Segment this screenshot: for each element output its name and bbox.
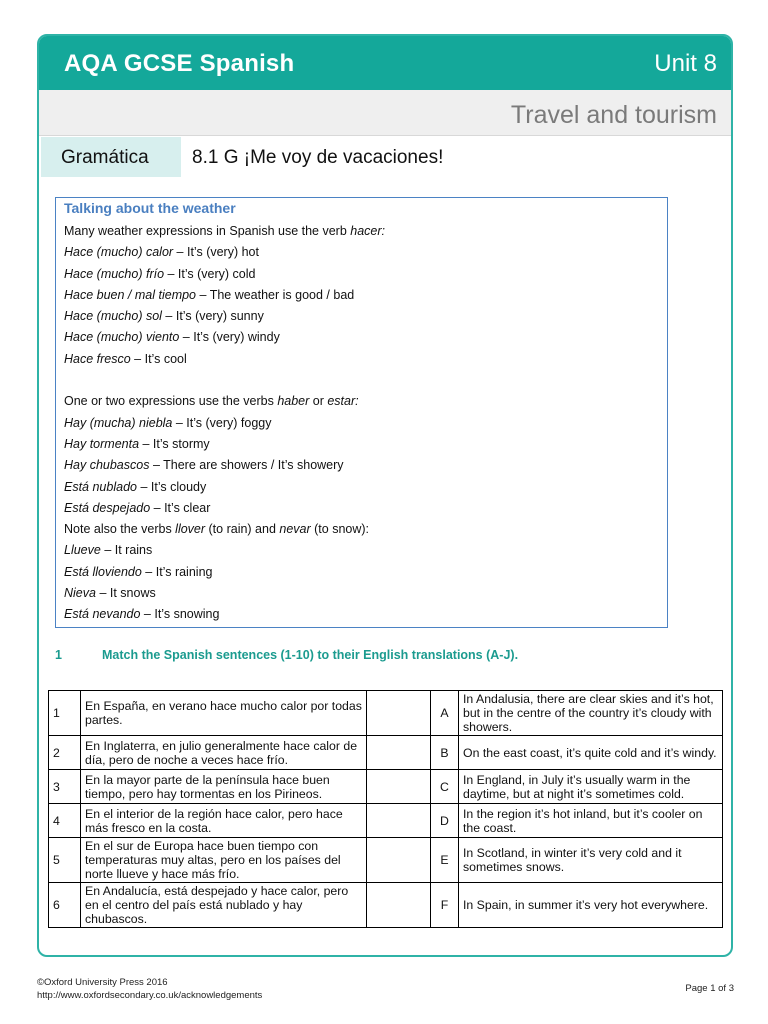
row-letter: F <box>431 883 459 928</box>
weather-expression <box>64 349 667 370</box>
spanish-expression: Está nublado <box>64 479 137 494</box>
row-letter: C <box>431 770 459 804</box>
table-row <box>49 691 723 736</box>
grammar-intro: Many weather expressions in Spanish use the verb hacer: <box>64 224 386 238</box>
answer-cell[interactable] <box>367 838 431 883</box>
weather-expression <box>64 413 667 434</box>
spanish-expression: Está lloviendo <box>64 564 142 579</box>
table-row <box>49 804 723 838</box>
weather-expression <box>64 264 667 285</box>
spanish-expression: Hace buen / mal tiempo <box>64 287 197 302</box>
english-meaning: – It’s cool <box>130 351 187 366</box>
weather-expression <box>64 455 667 476</box>
brand-title: AQA GCSE Spanish <box>64 50 295 77</box>
english-meaning: – There are showers / It’s showery <box>149 458 344 473</box>
english-translation: In the region it’s hot inland, but it’s cooler on the coast. <box>459 804 723 838</box>
english-meaning: – It’s clear <box>150 500 211 515</box>
answer-cell[interactable] <box>367 883 431 928</box>
weather-expression <box>64 604 667 625</box>
acknowledgements-link[interactable]: http://www.oxfordsecondary.co.uk/acknowledgements <box>37 990 263 1001</box>
table-row <box>49 838 723 883</box>
spanish-expression: Está despejado <box>64 500 151 515</box>
grammar-box <box>55 197 668 628</box>
row-letter: A <box>431 691 459 736</box>
english-meaning: – It’s cloudy <box>136 479 207 494</box>
spanish-expression: Hay tormenta <box>64 436 140 451</box>
weather-expression <box>64 327 667 348</box>
topic-bar <box>39 90 731 136</box>
answer-cell[interactable] <box>367 804 431 838</box>
row-number: 3 <box>49 770 81 804</box>
english-translation: In Andalusia, there are clear skies and it’s hot, but in the centre of the country it’s cloudy with showers. <box>459 691 723 736</box>
english-meaning: – The weather is good / bad <box>196 287 355 302</box>
gramatica-tab: Gramática <box>41 137 181 177</box>
footer-credits <box>37 976 262 1002</box>
spanish-expression: Llueve <box>64 543 101 558</box>
page-number: Page 1 of 3 <box>685 983 734 994</box>
row-number: 4 <box>49 804 81 838</box>
spanish-sentence: En el interior de la región hace calor, pero hace más fresco en la costa. <box>81 804 367 838</box>
answer-cell[interactable] <box>367 770 431 804</box>
english-meaning: – It rains <box>100 543 153 558</box>
other-verbs-intro: One or two expressions use the verbs haber or estar: <box>64 394 359 409</box>
header-bar <box>39 36 731 90</box>
spanish-sentence: En el sur de Europa hace buen tiempo con temperaturas muy altas, pero en los países del norte llueve y hace más frío. <box>81 838 367 883</box>
rain-snow-expressions <box>64 540 667 625</box>
english-meaning: – It’s snowing <box>140 607 220 622</box>
spanish-expression: Hace (mucho) viento <box>64 330 180 345</box>
english-translation: On the east coast, it’s quite cold and it’s windy. <box>459 736 723 770</box>
row-number: 5 <box>49 838 81 883</box>
english-meaning: – It’s stormy <box>139 436 210 451</box>
weather-expression <box>64 562 667 583</box>
weather-expression <box>64 540 667 561</box>
table-row <box>49 883 723 928</box>
english-meaning: – It’s raining <box>141 564 213 579</box>
english-translation: In Scotland, in winter it’s very cold and it sometimes snows. <box>459 838 723 883</box>
english-meaning: – It’s (very) foggy <box>172 415 272 430</box>
worksheet-card <box>37 34 733 957</box>
table-row <box>49 736 723 770</box>
answer-cell[interactable] <box>367 736 431 770</box>
matching-table <box>48 690 723 928</box>
table-row <box>49 770 723 804</box>
topic-title: Travel and tourism <box>510 101 717 129</box>
haber-estar-expressions <box>64 413 667 519</box>
spanish-expression: Hace (mucho) frío <box>64 266 165 281</box>
spanish-sentence: En España, en verano hace mucho calor por todas partes. <box>81 691 367 736</box>
english-meaning: – It’s (very) cold <box>164 266 256 281</box>
weather-expression <box>64 306 667 327</box>
row-number: 6 <box>49 883 81 928</box>
weather-expression <box>64 285 667 306</box>
spanish-sentence: En Andalucía, está despejado y hace calor, pero en el centro del país está nublado y hay chubascos. <box>81 883 367 928</box>
weather-expression <box>64 242 667 263</box>
weather-expression <box>64 477 667 498</box>
grammar-title: Talking about the weather <box>64 200 236 216</box>
spanish-sentence: En Inglaterra, en julio generalmente hace calor de día, pero de noche a veces hace frío. <box>81 736 367 770</box>
row-letter: E <box>431 838 459 883</box>
spanish-expression: Hay chubascos <box>64 458 150 473</box>
exercise-instruction: 1 Match the Spanish sentences (1-10) to their English translations (A-J). <box>55 648 519 662</box>
english-meaning: – It’s (very) sunny <box>161 309 264 324</box>
spanish-sentence: En la mayor parte de la península hace buen tiempo, pero hay tormentas en los Pirineos. <box>81 770 367 804</box>
spanish-expression: Está nevando <box>64 607 141 622</box>
row-letter: D <box>431 804 459 838</box>
lesson-title: 8.1 G ¡Me voy de vacaciones! <box>192 147 444 168</box>
weather-expression <box>64 434 667 455</box>
unit-label: Unit 8 <box>654 50 717 77</box>
row-letter: B <box>431 736 459 770</box>
rain-snow-note: Note also the verbs llover (to rain) and nevar (to snow): <box>64 522 370 537</box>
spanish-expression: Hace fresco <box>64 351 131 366</box>
spanish-expression: Hace (mucho) sol <box>64 309 162 324</box>
spanish-expression: Nieva <box>64 586 96 601</box>
english-translation: In England, in July it’s usually warm in the daytime, but at night it’s sometimes cold. <box>459 770 723 804</box>
weather-expression <box>64 583 667 604</box>
english-translation: In Spain, in summer it’s very hot everywhere. <box>459 883 723 928</box>
answer-cell[interactable] <box>367 691 431 736</box>
row-number: 1 <box>49 691 81 736</box>
english-meaning: – It’s (very) windy <box>179 330 280 345</box>
spanish-expression: Hace (mucho) calor <box>64 245 174 260</box>
english-meaning: – It’s (very) hot <box>173 245 259 260</box>
spanish-expression: Hay (mucha) niebla <box>64 415 173 430</box>
row-number: 2 <box>49 736 81 770</box>
english-meaning: – It snows <box>95 586 156 601</box>
copyright-text: ©Oxford University Press 2016 <box>37 977 168 988</box>
weather-expression <box>64 498 667 519</box>
hacer-expressions <box>64 242 667 370</box>
